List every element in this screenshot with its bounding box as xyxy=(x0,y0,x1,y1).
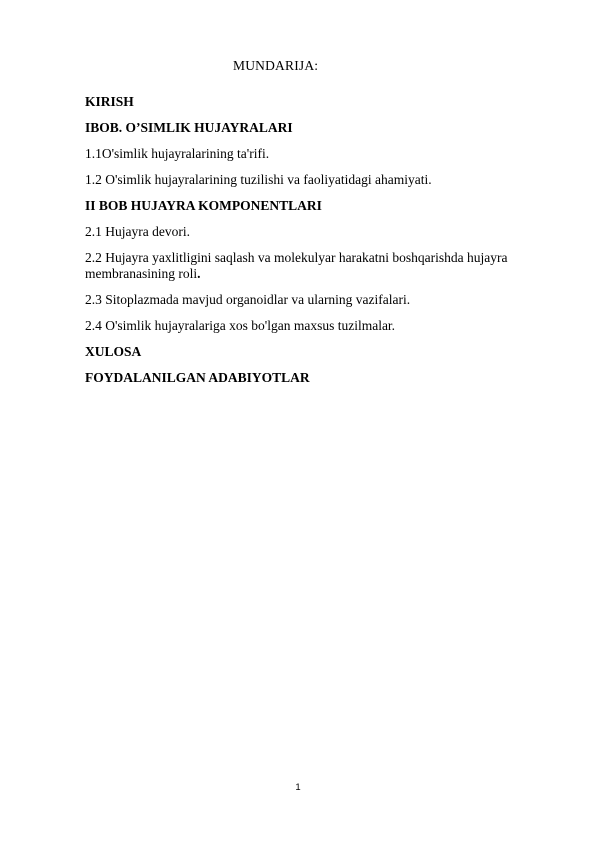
toc-entry-2-2 xyxy=(85,250,535,282)
toc-title: MUNDARIJA: xyxy=(233,58,319,73)
toc-entry-chapter-2: II BOB HUJAYRA KOMPONENTLARI xyxy=(85,198,322,213)
toc-entry-1-2: 1.2 O'simlik hujayralarining tuzilishi va faoliyatidagi ahamiyati. xyxy=(85,172,432,187)
table-of-contents xyxy=(85,94,535,396)
toc-entry-kirish: KIRISH xyxy=(85,94,134,109)
toc-entry-2-1: 2.1 Hujayra devori. xyxy=(85,224,190,239)
toc-entry-references: FOYDALANILGAN ADABIYOTLAR xyxy=(85,370,310,385)
toc-entry-2-2-text: 2.2 Hujayra yaxlitligini saqlash va molekulyar harakatni boshqarishda hujayra membranasining roli xyxy=(85,250,508,281)
toc-entry-2-3: 2.3 Sitoplazmada mavjud organoidlar va ularning vazifalari. xyxy=(85,292,411,307)
toc-entry-chapter-1: IBOB. O’SIMLIK HUJAYRALARI xyxy=(85,120,293,135)
toc-entry-2-4: 2.4 O'simlik hujayralariga xos bo'lgan maxsus tuzilmalar. xyxy=(85,318,396,333)
toc-entry-1-1: 1.1O'simlik hujayralarining ta'rifi. xyxy=(85,146,270,161)
toc-entry-2-2-suffix: . xyxy=(197,266,201,281)
page-number: 1 xyxy=(295,782,301,793)
toc-entry-xulosa: XULOSA xyxy=(85,344,142,359)
